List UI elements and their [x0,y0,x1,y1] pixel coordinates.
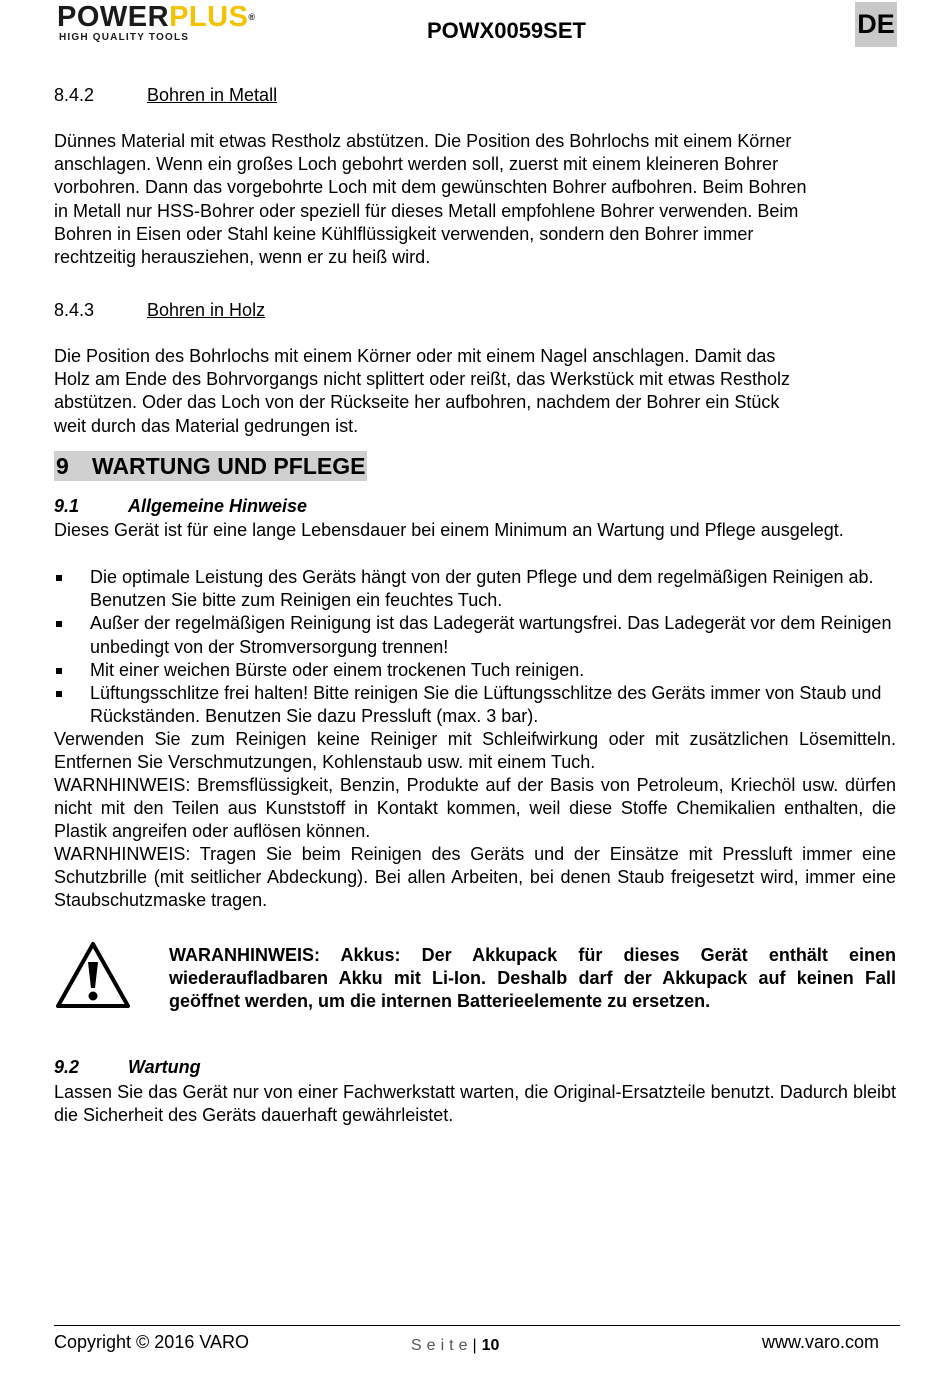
subsection-title: Allgemeine Hinweise [128,496,308,516]
section-heading-842 [54,85,454,109]
warning-paragraph-2: WARNHINWEIS: Tragen Sie beim Reinigen des Geräts und der Einsätze mit Pressluft immer eine Schutzbrille (mit seitlicher Abdeckung). Bei allen Arbeiten, bei denen Staub freigesetzt wird, immer eine Staubschutzmaske tragen. [54,844,896,911]
page-label: Seite [411,1337,473,1354]
list-item [54,566,899,612]
bullet-icon [56,621,62,627]
warning-triangle-icon [55,940,131,1010]
text-line: abstützen. Oder das Loch von der Rückseite her aufbohren, nachdem der Bohrer ein Stück [54,392,780,413]
text-line: Holz am Ende des Bohrvorgangs nicht splittert oder reißt, das Werkstück mit etwas Restholz [54,369,790,390]
section-number: 8.4.2 [54,85,95,105]
list-item-text: Lüftungsschlitze frei halten! Bitte reinigen Sie die Lüftungsschlitze des Geräts immer von Staub und Rückständen. Benutzen Sie dazu Pressluft (max. 3 bar). [90,683,882,727]
list-item [54,659,899,682]
list-item [54,682,899,728]
logo-power: POWER [57,1,170,33]
logo-tagline: HIGH QUALITY TOOLS [59,32,190,43]
page-separator: | [472,1337,477,1354]
footer-page-info [411,1334,499,1355]
list-item-text: Mit einer weichen Bürste oder einem trockenen Tuch reinigen. [90,659,585,680]
list-item [54,612,899,658]
text-line: Die Position des Bohrlochs mit einem Körner oder mit einem Nagel anschlagen. Damit das [54,346,776,366]
bullet-icon [56,668,62,674]
page-number: 10 [481,1337,500,1354]
list-item-text: Außer der regelmäßigen Reinigung ist das Ladegerät wartungsfrei. Das Ladegerät vor dem Reinigen unbedingt von der Stromversorgung trennen! [90,613,892,657]
text-line: anschlagen. Wenn ein großes Loch gebohrt werden soll, zuerst mit einem kleineren Bohrer [54,154,779,175]
maintenance-paragraph: Lassen Sie das Gerät nur von einer Fachwerkstatt warten, die Original-Ersatzteile benutzt. Dadurch bleibt die Sicherheit des Geräts dauerhaft gewährleistet. [54,1082,896,1126]
logo-plus: PLUS [169,1,249,33]
section-title: Bohren in Metall [147,85,278,105]
text-line: Bohren in Eisen oder Stahl keine Kühlflüssigkeit verwenden, sondern den Bohrer immer [54,223,754,244]
subsection-number: 9.2 [54,1057,80,1077]
cleaning-paragraph: Verwenden Sie zum Reinigen keine Reiniger mit Schleifwirkung oder mit zusätzlichen Lösemitteln. Entfernen Sie Verschmutzungen, Kohlenstaub usw. mit einem Tuch. [54,729,896,773]
text-line: vorbohren. Dann das vorgebohrte Loch mit dem gewünschten Bohrer aufbohren. Beim Bohren [54,177,807,198]
list-item-text: Die optimale Leistung des Geräts hängt von der guten Pflege und dem regelmäßigen Reinigen ab. Benutzen Sie bitte zum Reinigen ein feuchtes Tuch. [90,567,874,611]
bullet-icon [56,575,62,581]
footer-divider [54,1325,900,1326]
intro-paragraph: Dieses Gerät ist für eine lange Lebensdauer bei einem Minimum an Wartung und Pflege ausgelegt. [54,520,844,540]
section-heading-843 [54,300,454,324]
subsection-title: Wartung [128,1057,201,1077]
registered-mark: ® [248,12,256,22]
text-line: in Metall nur HSS-Bohrer oder speziell für dieses Metall empfohlene Bohrer verwenden. Beim [54,200,799,221]
chapter-heading [54,451,367,481]
section-title: Bohren in Holz [147,300,266,320]
footer-website: www.varo.com [762,1332,880,1352]
language-badge: DE [855,2,897,47]
chapter-number: 9 [56,453,69,479]
text-line: Dünnes Material mit etwas Restholz abstützen. Die Position des Bohrlochs mit einem Körner [54,131,792,151]
bullet-icon [56,691,62,697]
footer-copyright: Copyright © 2016 VARO [54,1332,250,1352]
chapter-title: WARTUNG UND PFLEGE [92,453,366,479]
model-number: POWX0059SET [427,18,586,43]
warning-paragraph-1: WARNHINWEIS: Bremsflüssigkeit, Benzin, Produkte auf der Basis von Petroleum, Kriechöl usw. dürfen nicht mit den Teilen aus Kunststoff in Kontakt kommen, weil diese Stoffe Chemikalien enthalten, die Plastik angreifen oder auflösen können. [54,775,896,842]
text-line: weit durch das Material gedrungen ist. [54,415,359,436]
subsection-heading-92 [54,1057,454,1081]
text-line: rechtzeitig herausziehen, wenn er zu heiß wird. [54,247,431,268]
paragraph-843 [54,345,904,438]
section-number: 8.4.3 [54,300,95,320]
paragraph-842 [54,130,904,269]
battery-warning: WARANHINWEIS: Akkus: Der Akkupack für dieses Gerät enthält einen wiederaufladbaren Akku mit Li-Ion. Deshalb darf der Akkupack auf keinen Fall geöffnet werden, um die internen Batterieelemente zu ersetzen. [169,945,896,1012]
subsection-heading-91 [54,496,454,520]
brand-logo [57,2,307,46]
subsection-number: 9.1 [54,496,80,516]
